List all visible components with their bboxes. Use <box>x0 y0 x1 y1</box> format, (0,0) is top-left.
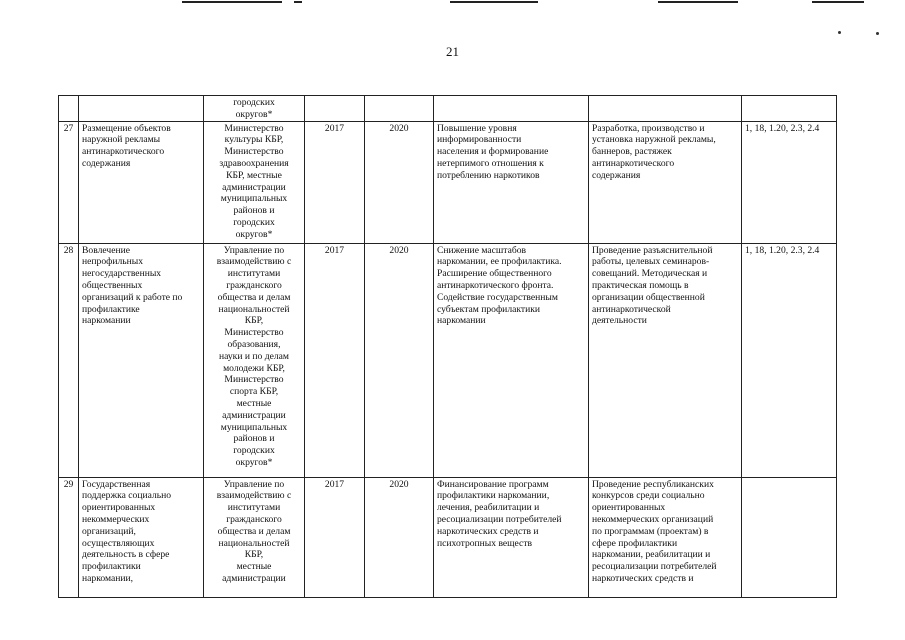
cell-end-year: 2020 <box>365 477 434 597</box>
cell-activities <box>589 96 742 122</box>
program-table <box>58 95 837 598</box>
activities-text: Проведение разъяснительной работы, целевых семинаров- совещаний. Методическая и практическая помощь в организации общественной антинаркотической деятельности <box>592 244 713 327</box>
cell-name <box>79 243 204 477</box>
cell-indicators <box>742 96 837 122</box>
result-text: Снижение масштабов наркомании, ее профилактика. Расширение общественного антинаркотического фронта. Содействие государственным субъектам профилактики наркомании <box>437 244 562 327</box>
scan-artifact-dot <box>876 32 879 35</box>
cell-name <box>79 477 204 597</box>
scan-artifact-line <box>294 1 302 3</box>
cell-executor <box>204 477 305 597</box>
cell-activities <box>589 477 742 597</box>
executor-text: Министерство культуры КБР, Министерство здравоохранения КБР, местные администрации муниципальных районов и городских округов* <box>219 122 289 240</box>
cell-result <box>434 121 589 243</box>
cell-executor <box>204 96 305 122</box>
cell-start-year: 2017 <box>305 121 365 243</box>
cell-result <box>434 477 589 597</box>
cell-result <box>434 96 589 122</box>
name-text: Вовлечение непрофильных негосударственных общественных организаций к работе по профилактике наркомании <box>82 244 183 327</box>
name-text: Размещение объектов наружной рекламы антинаркотического содержания <box>82 122 171 169</box>
cell-num: 29 <box>59 477 79 597</box>
executor-text: Управление по взаимодействию с институтами гражданского общества и делам национальностей КБР, Министерство образования, науки и по делам молодежи КБР, Министерство спорта КБР, местные администрации муниципальных районов и городских округов* <box>216 244 292 468</box>
cell-end-year: 2020 <box>365 121 434 243</box>
cell-start-year <box>305 96 365 122</box>
cell-end-year <box>365 96 434 122</box>
cell-indicators <box>742 477 837 597</box>
cell-name <box>79 121 204 243</box>
cell-executor <box>204 121 305 243</box>
cell-result <box>434 243 589 477</box>
scan-artifact-line <box>450 1 538 3</box>
name-text: Государственная поддержка социально ориентированных некоммерческих организаций, осуществляющих деятельность в сфере профилактики наркомании, <box>82 478 172 584</box>
cell-start-year: 2017 <box>305 243 365 477</box>
scan-artifact-line <box>658 1 738 3</box>
table-row <box>59 243 837 477</box>
cell-num <box>59 96 79 122</box>
cell-indicators: 1, 18, 1.20, 2.3, 2.4 <box>742 121 837 243</box>
cell-activities <box>589 243 742 477</box>
scan-artifact-line <box>182 1 282 3</box>
scan-artifact-dot <box>838 31 841 34</box>
cell-num: 28 <box>59 243 79 477</box>
activities-text: Разработка, производство и установка наружной рекламы, баннеров, растяжек антинаркотического содержания <box>592 122 716 181</box>
cell-start-year: 2017 <box>305 477 365 597</box>
cell-end-year: 2020 <box>365 243 434 477</box>
cell-executor <box>204 243 305 477</box>
executor-text: Управление по взаимодействию с институтами гражданского общества и делам национальностей КБР, местные администрации <box>216 478 292 584</box>
table-row-carryover <box>59 96 837 122</box>
cell-indicators: 1, 18, 1.20, 2.3, 2.4 <box>742 243 837 477</box>
cell-activities <box>589 121 742 243</box>
executor-text: городских округов* <box>233 97 275 120</box>
result-text: Финансирование программ профилактики наркомании, лечения, реабилитации и ресоциализации потребителей наркотических средств и психотропных веществ <box>437 478 562 549</box>
activities-text: Проведение республиканских конкурсов среди социально ориентированных некоммерческих организаций по программам (проектам) в сфере профилактики наркомании, реабилитации и ресоциализации потребителей наркотических средств и <box>592 478 717 584</box>
cell-name <box>79 96 204 122</box>
page-number: 21 <box>446 44 459 59</box>
scan-artifact-line <box>812 1 864 3</box>
cell-num: 27 <box>59 121 79 243</box>
result-text: Повышение уровня информированности населения и формирование нетерпимого отношения к потреблению наркотиков <box>437 122 549 181</box>
table-row <box>59 477 837 597</box>
table-row <box>59 121 837 243</box>
